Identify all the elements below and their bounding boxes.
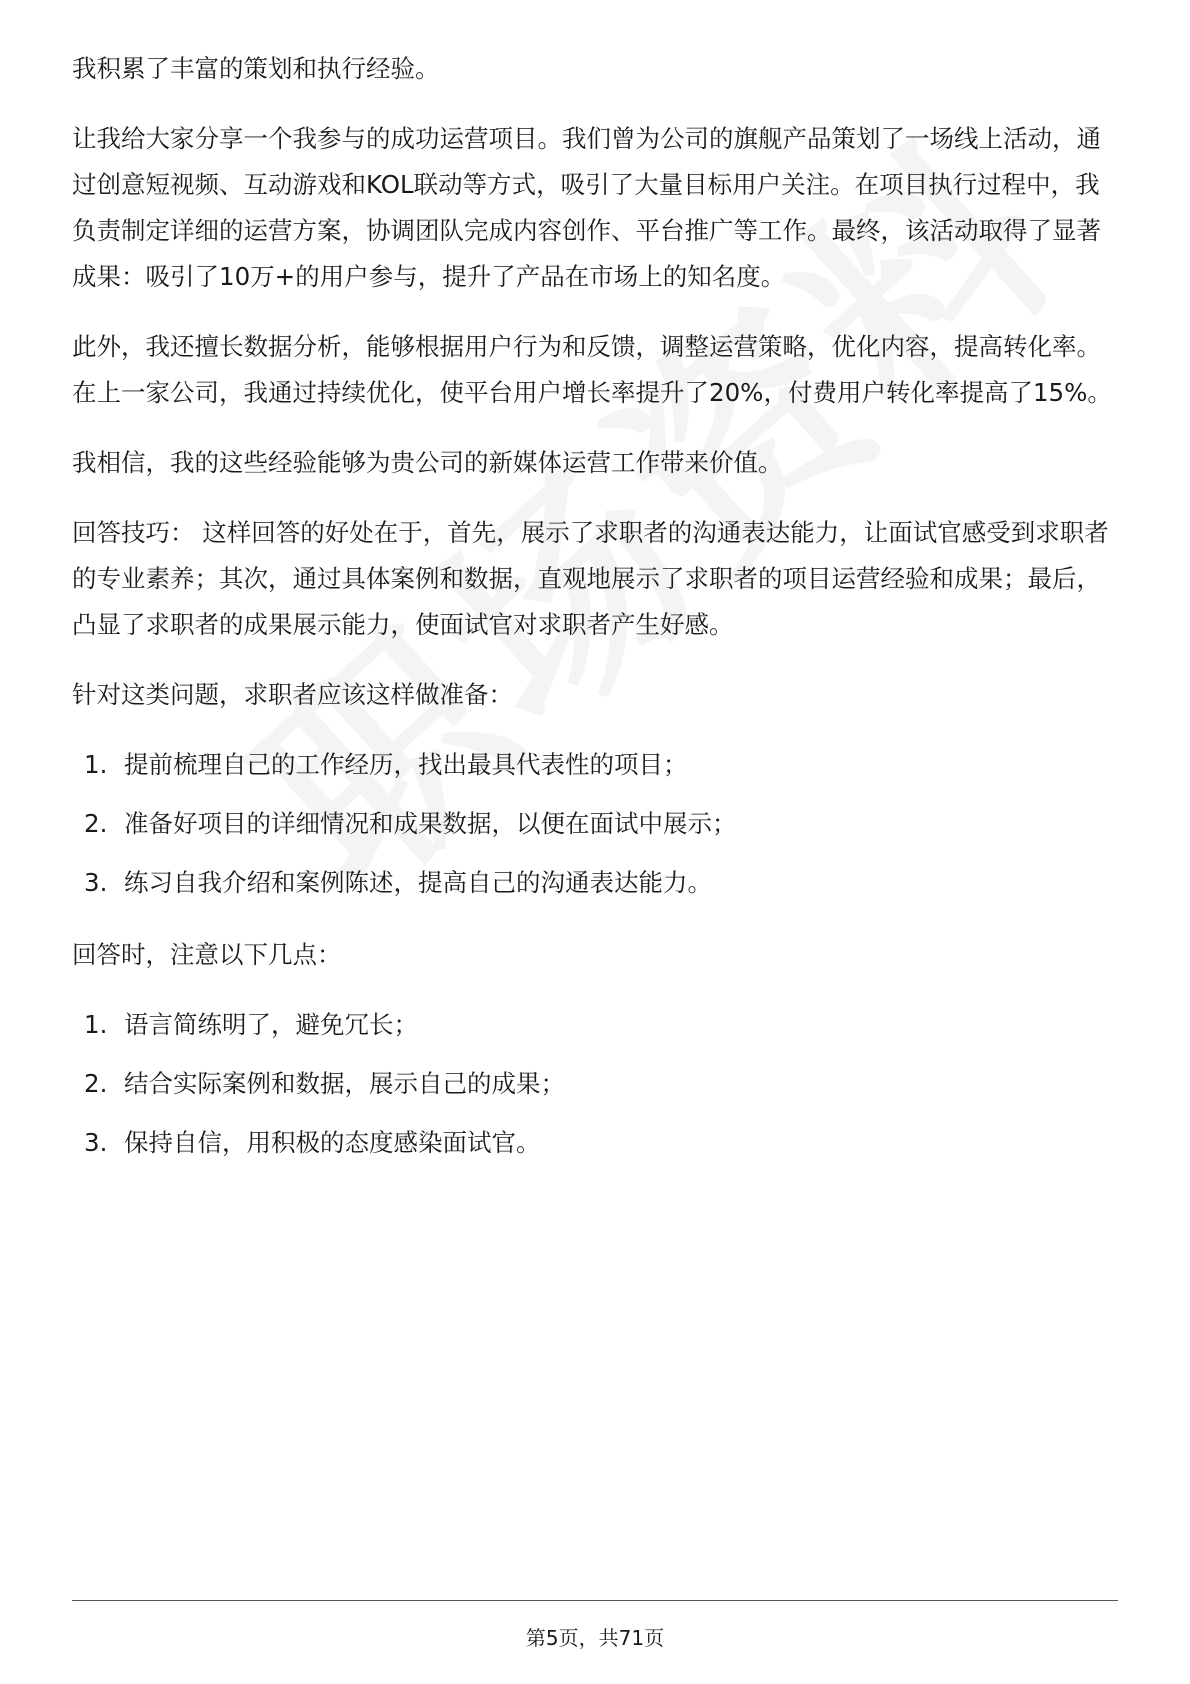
prep-list [72, 742, 1118, 906]
list-item [84, 860, 1118, 906]
paragraph-notes-intro: 回答时，注意以下几点： [72, 940, 342, 969]
document-body [72, 46, 1118, 1192]
paragraph-project: 让我给大家分享一个我参与的成功运营项目。我们曾为公司的旗舰产品策划了一场线上活动，通过创意短视频、互动游戏和KOL联动等方式，吸引了大量目标用户关注。在项目执行过程中，我负责制定详细的运营方案，协调团队完成内容创作、平台推广等工作。最终，该活动取得了显著成果：吸引了10万+的用户参与，提升了产品在市场上的知名度。 [72, 124, 1101, 291]
footer-divider [72, 1600, 1118, 1601]
list-item [84, 801, 1118, 847]
list-item-number: 2. [84, 1069, 108, 1098]
list-item-text: 练习自我介绍和案例陈述，提高自己的沟通表达能力。 [124, 868, 712, 897]
list-item [84, 1120, 1118, 1166]
list-item-number: 1. [84, 1010, 108, 1039]
list-item [84, 1002, 1118, 1048]
list-item-number: 3. [84, 1128, 108, 1157]
list-item-number: 1. [84, 750, 108, 779]
list-item [84, 1061, 1118, 1107]
list-item-text: 提前梳理自己的工作经历，找出最具代表性的项目； [124, 750, 688, 779]
list-item-number: 3. [84, 868, 108, 897]
list-item-text: 准备好项目的详细情况和成果数据，以便在面试中展示； [124, 809, 737, 838]
paragraph-data-analysis: 此外，我还擅长数据分析，能够根据用户行为和反馈，调整运营策略，优化内容，提高转化率。在上一家公司，我通过持续优化，使平台用户增长率提升了20%，付费用户转化率提高了15%。 [72, 332, 1112, 407]
notes-list [72, 1002, 1118, 1166]
paragraph-prep-intro: 针对这类问题，求职者应该这样做准备： [72, 680, 513, 709]
page-number: 第5页，共71页 [525, 1626, 665, 1650]
paragraph-value: 我相信，我的这些经验能够为贵公司的新媒体运营工作带来价值。 [72, 448, 783, 477]
list-item-text: 保持自信，用积极的态度感染面试官。 [124, 1128, 541, 1157]
paragraph-answer-tips: 回答技巧： 这样回答的好处在于，首先，展示了求职者的沟通表达能力，让面试官感受到求职者的专业素养；其次，通过具体案例和数据，直观地展示了求职者的项目运营经验和成果；最后，凸显了求职者的成果展示能力，使面试官对求职者产生好感。 [72, 518, 1109, 639]
paragraph-experience: 我积累了丰富的策划和执行经验。 [72, 54, 440, 83]
list-item-number: 2. [84, 809, 108, 838]
list-item [84, 742, 1118, 788]
list-item-text: 结合实际案例和数据，展示自己的成果； [124, 1069, 565, 1098]
list-item-text: 语言简练明了，避免冗长； [124, 1010, 418, 1039]
